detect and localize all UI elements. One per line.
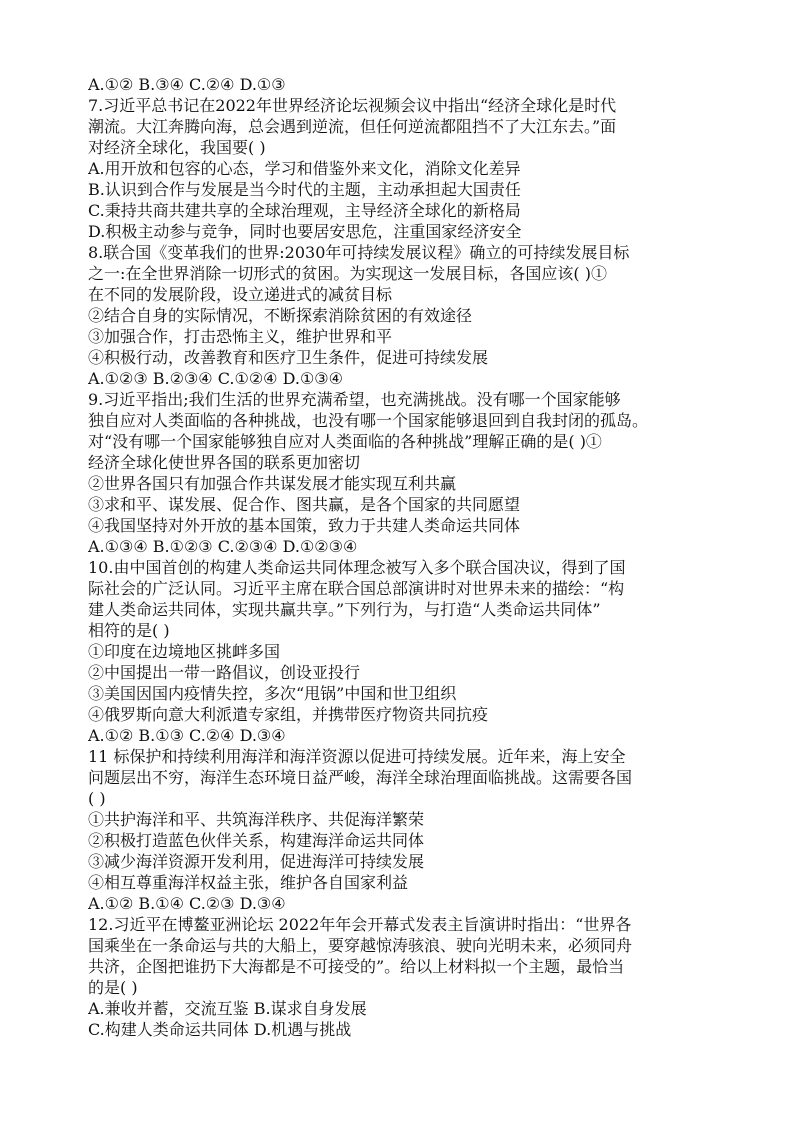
question-7-stem: 7.习近平总书记在2022年世界经济论坛视频会议中指出“经济全球化是时代	[88, 96, 617, 115]
question-10-stem: 际社会的广泛认同。习近平主席在联合国总部演讲时对世界未来的描绘：“构	[88, 579, 625, 598]
question-10-stem: 10.由中国首创的构建人类命运共同体理念被写入多个联合国决议，得到了国	[88, 558, 626, 577]
question-11-item-4: ④相互尊重海洋权益主张，维护各自国家利益	[88, 873, 409, 892]
question-7-option-d: D.积极主动参与竞争，同时也要居安思危，注重国家经济安全	[88, 222, 522, 241]
question-10-item-3: ③美国因国内疫情失控，多次“甩锅”中国和世卫组织	[88, 684, 457, 703]
question-10-stem: 建人类命运共同体，实现共赢共享。”下列行为，与打造“人类命运共同体”	[88, 600, 601, 619]
question-8-options: A.①②③ B.②③④ C.①②④ D.①③④	[88, 369, 343, 388]
question-9-options: A.①③④ B.①②③ C.②③④ D.①②③④	[88, 537, 358, 556]
question-8-stem: 8.联合国《变革我们的世界:2030年可持续发展议程》确立的可持续发展目标	[88, 243, 630, 262]
answer-options: A.①② B.③④ C.②④ D.①③	[88, 75, 286, 94]
question-9-item-4: ④我国坚持对外开放的基本国策，致力于共建人类命运共同体	[88, 516, 521, 535]
question-12-options-ab: A.兼收并蓄，交流互鉴 B.谋求自身发展	[88, 999, 367, 1018]
question-8-item-1: 在不同的发展阶段，设立递进式的减贫目标	[88, 285, 393, 304]
question-12-stem: 的是( )	[88, 978, 138, 997]
question-11-stem: ( )	[88, 789, 106, 808]
question-11-item-1: ①共护海洋和平、共筑海洋秩序、共促海洋繁荣	[88, 810, 425, 829]
question-11-item-2: ②积极打造蓝色伙伴关系，构建海洋命运共同体	[88, 831, 425, 850]
question-9-stem: 9.习近平指出;我们生活的世界充满希望，也充满挑战。没有哪一个国家能够	[88, 390, 621, 409]
question-9-stem: 独自应对人类面临的各种挑战，也没有哪一个国家能够退回到自我封闭的孤岛。	[88, 411, 649, 430]
question-10-item-1: ①印度在边境地区挑衅多国	[88, 642, 281, 661]
question-10-options: A.①② B.①③ C.②④ D.③④	[88, 726, 286, 745]
question-7-option-b: B.认识到合作与发展是当今时代的主题，主动承担起大国责任	[88, 180, 521, 199]
question-12-stem: 国乘坐在一条命运与共的大船上，要穿越惊涛骇浪、驶向光明未来，必须同舟	[88, 936, 633, 955]
question-10-item-2: ②中国提出一带一路倡议，创设亚投行	[88, 663, 361, 682]
question-8-item-4: ④积极行动，改善教育和医疗卫生条件，促进可持续发展	[88, 348, 489, 367]
question-10-item-4: ④俄罗斯向意大利派遣专家组，并携带医疗物资共同抗疫	[88, 705, 489, 724]
question-9-item-3: ③求和平、谋发展、促合作、图共赢，是各个国家的共同愿望	[88, 495, 521, 514]
question-7-stem: 对经济全球化，我国要( )	[88, 138, 266, 157]
question-7-option-a: A.用开放和包容的心态，学习和借鉴外来文化，消除文化差异	[88, 159, 521, 178]
question-9-item-2: ②世界各国只有加强合作共谋发展才能实现互利共赢	[88, 474, 457, 493]
question-12-stem: 12.习近平在博鳌亚洲论坛 2022年年会开幕式发表主旨演讲时指出：“世界各	[88, 915, 632, 934]
question-7-option-c: C.秉持共商共建共享的全球治理观，主导经济全球化的新格局	[88, 201, 521, 220]
question-11-options: A.①② B.①④ C.②③ D.③④	[88, 894, 286, 913]
question-12-options-cd: C.构建人类命运共同体 D.机遇与挑战	[88, 1020, 352, 1039]
question-8-item-2: ②结合自身的实际情况，不断探索消除贫困的有效途径	[88, 306, 473, 325]
question-8-stem: 之一:在全世界消除一切形式的贫困。为实现这一发展目标，各国应该( )①	[88, 264, 607, 283]
question-12-stem: 共济，企图把谁扔下大海都是不可接受的”。给以上材料拟一个主题，最恰当	[88, 957, 625, 976]
question-11-item-3: ③减少海洋资源开发利用，促进海洋可持续发展	[88, 852, 425, 871]
question-9-item-1: 经济全球化使世界各国的联系更加密切	[88, 453, 361, 472]
question-8-item-3: ③加强合作，打击恐怖主义，维护世界和平	[88, 327, 393, 346]
exam-page	[88, 74, 728, 1040]
question-11-stem: 问题层出不穷，海洋生态环境日益严峻，海洋全球治理面临挑战。这需要各国	[88, 768, 633, 787]
question-9-stem: 对“没有哪一个国家能够独自应对人类面临的各种挑战”理解正确的是( )①	[88, 432, 602, 451]
question-11-stem: 11 标保护和持续利用海洋和海洋资源以促进可持续发展。近年来，海上安全	[88, 747, 626, 766]
question-7-stem: 潮流。大江奔腾向海，总会遇到逆流，但任何逆流都阻挡不了大江东去。”面	[88, 117, 617, 136]
question-10-stem: 相符的是( )	[88, 621, 170, 640]
